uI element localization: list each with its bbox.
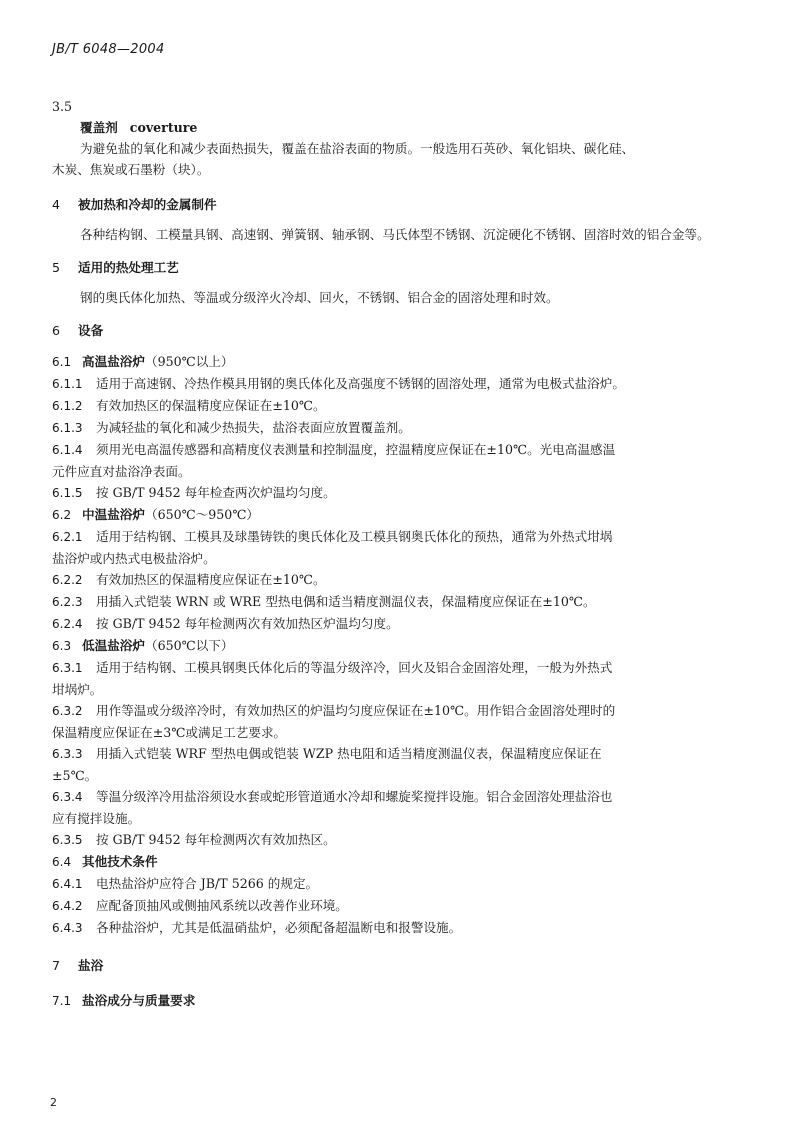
clause-6-3-3-continuation: ±5℃。 (52, 768, 98, 783)
clause-text: 按 GB/T 9452 每年检查两次炉温均匀度。 (96, 485, 336, 500)
clause-6-4-2 (52, 895, 752, 917)
clause-number: 6.2.1 (52, 530, 83, 544)
page-body (52, 96, 752, 1012)
clause-text-line-1: 须用光电高温传感器和高精度仪表测量和控制温度，控温精度应保证在±10℃。光电高温感温 (96, 442, 616, 457)
clause-6-3-2 (52, 700, 752, 722)
clause-6-4-1 (52, 873, 752, 895)
clause-number: 6.4.1 (52, 877, 83, 891)
section-number: 4 (52, 197, 61, 212)
clause-number: 6.1.3 (52, 421, 83, 435)
clause-text: 按 GB/T 9452 每年检测两次有效加热区炉温均匀度。 (96, 616, 399, 631)
clause-text: 电热盐浴炉应符合 JB/T 5266 的规定。 (96, 876, 319, 891)
section-4-heading (52, 194, 752, 215)
clause-6-3-4-continuation: 应有搅拌设施。 (52, 811, 141, 826)
clause-6-1 (52, 351, 752, 373)
clause-temperature-range: （650℃以下） (144, 638, 234, 653)
clause-number: 6.3 (52, 639, 72, 653)
clause-text-line-1: 用作等温或分级淬冷时，有效加热区的炉温均匀度应保证在±10℃。用作铝合金固溶处理时的 (96, 703, 616, 718)
section-7-heading (52, 955, 752, 976)
clause-6-3-5 (52, 829, 752, 851)
section-5-paragraph: 钢的奥氏体化加热、等温或分级淬火冷却、回火，不锈钢、铝合金的固溶处理和时效。 (80, 290, 559, 305)
clause-title: 其他技术条件 (82, 854, 158, 869)
clause-6-1-1 (52, 373, 752, 395)
clause-6-4 (52, 851, 752, 873)
clause-text-line-1: 用插入式铠装 WRF 型热电偶或铠装 WZP 热电阻和适当精度测温仪表，保温精度应保证在 (96, 746, 602, 761)
section-number: 6 (52, 323, 61, 338)
clause-number: 6.1.5 (52, 486, 83, 500)
clause-6-2-1-continuation: 盐浴炉或内热式电极盐浴炉。 (52, 551, 216, 566)
section-5-heading (52, 257, 752, 278)
clause-number: 6.4.3 (52, 921, 83, 935)
clause-6-1-3 (52, 417, 752, 439)
term-chinese: 覆盖剂 (80, 120, 118, 135)
clause-text: 适用于高速钢、冷热作模具用钢的奥氏体化及高强度不锈钢的固溶处理，通常为电极式盐浴炉。 (96, 376, 625, 391)
clause-text: 各种盐浴炉，尤其是低温硝盐炉，必须配备超温断电和报警设施。 (96, 920, 462, 935)
clause-6-3-4 (52, 786, 752, 808)
clause-6-4-3 (52, 917, 752, 939)
clause-title: 中温盐浴炉 (82, 507, 145, 522)
clause-text-line-1: 适用于结构钢、工模具钢奥氏体化后的等温分级淬冷，回火及铝合金固溶处理，一般为外热式 (96, 660, 613, 675)
clause-number: 6.3.4 (52, 790, 83, 804)
clause-temperature-range: （650℃～950℃） (144, 507, 260, 522)
clause-6-3 (52, 635, 752, 657)
page-number: 2 (50, 1096, 57, 1109)
clause-text: 有效加热区的保温精度应保证在±10℃。 (96, 572, 326, 587)
clause-number: 6.3.1 (52, 661, 83, 675)
term-definition-line-2: 木炭、焦炭或石墨粉（块）。 (52, 162, 210, 177)
clause-title: 低温盐浴炉 (82, 638, 145, 653)
section-number: 5 (52, 260, 61, 275)
clause-text-line-1: 适用于结构钢、工模具及球墨铸铁的奥氏体化及工模具钢奥氏体化的预热，通常为外热式坩埚 (96, 529, 613, 544)
clause-6-2-2 (52, 569, 752, 591)
section-title: 适用的热处理工艺 (78, 260, 179, 275)
clause-6-2-4 (52, 613, 752, 635)
clause-text: 有效加热区的保温精度应保证在±10℃。 (96, 398, 326, 413)
clause-text: 应配备顶抽风或侧抽风系统以改善作业环境。 (96, 898, 348, 913)
clause-6-1-4 (52, 439, 752, 461)
clause-text: 按 GB/T 9452 每年检测两次有效加热区。 (96, 832, 336, 847)
clause-number-3-5: 3.5 (52, 99, 73, 114)
clause-number: 6.4 (52, 855, 72, 869)
clause-6-3-1-continuation: 坩埚炉。 (52, 682, 103, 697)
clause-6-3-3 (52, 743, 752, 765)
clause-temperature-range: （950℃以上） (144, 354, 234, 369)
section-title: 被加热和冷却的金属制件 (78, 197, 217, 212)
clause-6-1-5 (52, 482, 752, 504)
clause-6-3-2-continuation: 保温精度应保证在±3℃或满足工艺要求。 (52, 725, 287, 740)
section-6-heading (52, 320, 752, 341)
clause-number: 6.2.4 (52, 617, 83, 631)
clause-text-line-1: 等温分级淬冷用盐浴须设水套或蛇形管道通水冷却和螺旋桨搅拌设施。铝合金固溶处理盐浴也 (96, 789, 613, 804)
term-english: coverture (129, 120, 198, 135)
clause-number: 6.2.3 (52, 595, 83, 609)
clause-number: 6.2 (52, 508, 72, 522)
section-4-paragraph: 各种结构钢、工模量具钢、高速钢、弹簧钢、轴承钢、马氏体型不锈钢、沉淀硬化不锈钢、固溶时效的铝合金等。 (80, 227, 710, 242)
clause-number: 6.3.3 (52, 747, 83, 761)
clause-number: 6.4.2 (52, 899, 83, 913)
section-title: 设备 (78, 323, 104, 338)
term-definition-line-1: 为避免盐的氧化和减少表面热损失，覆盖在盐浴表面的物质。一般选用石英砂、氧化铝块、碳化硅、 (80, 141, 635, 156)
term-entry (52, 117, 752, 138)
clause-number: 6.1.4 (52, 443, 83, 457)
clause-number: 7.1 (52, 994, 72, 1008)
clause-6-1-4-continuation: 元件应直对盐浴净表面。 (52, 464, 191, 479)
section-number: 7 (52, 958, 61, 973)
clause-6-3-1 (52, 657, 752, 679)
section-title: 盐浴 (78, 958, 104, 973)
clause-number: 6.3.2 (52, 704, 83, 718)
clause-title: 高温盐浴炉 (82, 354, 145, 369)
clause-7-1 (52, 990, 752, 1012)
running-header: JB/T 6048—2004 (52, 42, 165, 57)
clause-number: 6.1 (52, 355, 72, 369)
clause-6-2-3 (52, 591, 752, 613)
clause-6-1-2 (52, 395, 752, 417)
clause-text: 用插入式铠装 WRN 或 WRE 型热电偶和适当精度测温仪表，保温精度应保证在±10℃。 (96, 594, 596, 609)
clause-number: 6.2.2 (52, 573, 83, 587)
clause-number: 6.1.2 (52, 399, 83, 413)
clause-text: 为减轻盐的氧化和减少热损失，盐浴表面应放置覆盖剂。 (96, 420, 411, 435)
clause-6-2-1 (52, 526, 752, 548)
clause-title: 盐浴成分与质量要求 (82, 993, 196, 1008)
clause-number: 6.3.5 (52, 833, 83, 847)
clause-6-2 (52, 504, 752, 526)
clause-number: 6.1.1 (52, 377, 83, 391)
